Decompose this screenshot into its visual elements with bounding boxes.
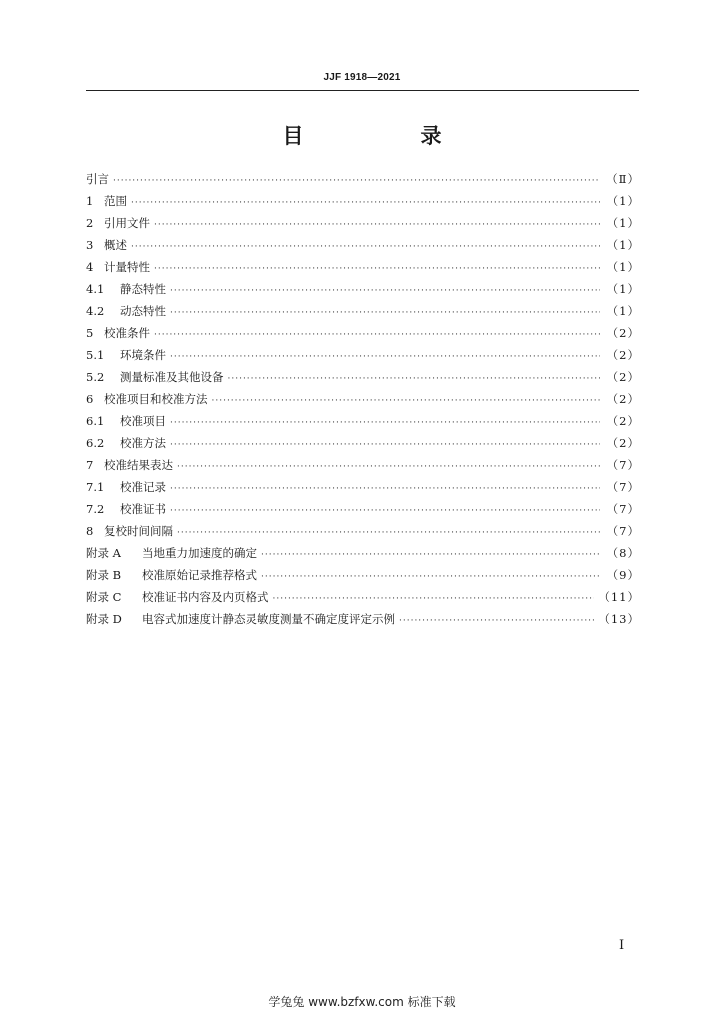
- toc-page: （2）: [606, 436, 640, 450]
- toc-label: 测量标准及其他设备: [120, 370, 224, 384]
- toc-page: （11）: [598, 590, 640, 604]
- page-number: I: [619, 938, 625, 953]
- toc-number: 4.2: [86, 304, 105, 318]
- toc-entry[interactable]: [86, 190, 640, 212]
- toc-leader: [170, 478, 600, 500]
- toc-page: （7）: [606, 480, 640, 494]
- toc-label: 范围: [104, 194, 127, 208]
- toc-label: 引言: [86, 172, 109, 186]
- header-rule: [86, 90, 639, 91]
- toc-label: 校准方法: [120, 436, 166, 450]
- toc-entry[interactable]: [86, 476, 640, 498]
- page-title: 目 录: [282, 124, 490, 148]
- toc-entry-appendix-b[interactable]: [86, 564, 640, 586]
- toc-page: （7）: [606, 524, 640, 538]
- toc-leader: [212, 390, 601, 412]
- toc-leader: [113, 170, 600, 192]
- toc-entry[interactable]: [86, 410, 640, 432]
- table-of-contents: [86, 168, 640, 630]
- toc-page: （Ⅱ）: [606, 172, 640, 186]
- toc-number: 1: [86, 194, 94, 208]
- toc-page: （13）: [598, 612, 640, 626]
- toc-number: 6: [86, 392, 94, 406]
- toc-leader: [170, 412, 600, 434]
- toc-entry[interactable]: [86, 234, 640, 256]
- toc-page: （2）: [606, 326, 640, 340]
- toc-label: 引用文件: [104, 216, 150, 230]
- toc-page: （2）: [606, 370, 640, 384]
- toc-leader: [131, 236, 600, 258]
- toc-leader: [399, 610, 594, 632]
- toc-entry-appendix-c[interactable]: [86, 586, 640, 608]
- toc-leader: [228, 368, 601, 390]
- toc-number: 5.1: [86, 348, 105, 362]
- toc-label: 当地重力加速度的确定: [142, 546, 257, 560]
- toc-entry[interactable]: [86, 454, 640, 476]
- toc-page: （1）: [606, 216, 640, 230]
- toc-number: 5.2: [86, 370, 105, 384]
- toc-page: （7）: [606, 502, 640, 516]
- toc-number: 3: [86, 238, 94, 252]
- toc-leader: [170, 302, 600, 324]
- toc-label: 计量特性: [104, 260, 150, 274]
- document-code-header: JJF 1918—2021: [323, 72, 401, 83]
- toc-label: 校准项目和校准方法: [104, 392, 208, 406]
- toc-entry[interactable]: [86, 300, 640, 322]
- toc-page: （1）: [606, 260, 640, 274]
- toc-label: 校准原始记录推荐格式: [142, 568, 257, 582]
- toc-number: 6.1: [86, 414, 105, 428]
- toc-number: 2: [86, 216, 94, 230]
- toc-page: （1）: [606, 304, 640, 318]
- toc-number: 附录 C: [86, 590, 122, 604]
- toc-entry[interactable]: [86, 498, 640, 520]
- toc-label: 电容式加速度计静态灵敏度测量不确定度评定示例: [142, 612, 395, 626]
- toc-label: 校准证书: [120, 502, 166, 516]
- toc-number: 附录 D: [86, 612, 122, 626]
- toc-page: （2）: [606, 348, 640, 362]
- toc-page: （2）: [606, 414, 640, 428]
- toc-entry[interactable]: [86, 520, 640, 542]
- toc-number: 附录 B: [86, 568, 122, 582]
- toc-number: 8: [86, 524, 94, 538]
- toc-label: 环境条件: [120, 348, 166, 362]
- toc-label: 校准项目: [120, 414, 166, 428]
- toc-number: 7.1: [86, 480, 105, 494]
- toc-leader: [261, 566, 600, 588]
- toc-page: （1）: [606, 238, 640, 252]
- toc-page: （1）: [606, 194, 640, 208]
- toc-leader: [177, 522, 600, 544]
- toc-leader: [170, 346, 600, 368]
- footer-watermark-text: 学兔兔 www.bzfxw.com 标准下载: [268, 995, 456, 1009]
- toc-leader: [154, 214, 600, 236]
- toc-number: 7: [86, 458, 94, 472]
- toc-label: 动态特性: [120, 304, 166, 318]
- toc-page: （1）: [606, 282, 640, 296]
- toc-entry-appendix-a[interactable]: [86, 542, 640, 564]
- toc-leader: [170, 280, 600, 302]
- toc-number: 附录 A: [86, 546, 121, 560]
- toc-number: 4.1: [86, 282, 105, 296]
- toc-number: 5: [86, 326, 94, 340]
- toc-leader: [273, 588, 595, 610]
- toc-label: 校准结果表达: [104, 458, 173, 472]
- toc-label: 静态特性: [120, 282, 166, 296]
- toc-label: 概述: [104, 238, 127, 252]
- toc-page: （7）: [606, 458, 640, 472]
- toc-page: （9）: [606, 568, 640, 582]
- toc-number: 7.2: [86, 502, 105, 516]
- toc-label: 校准证书内容及内页格式: [142, 590, 269, 604]
- toc-entry[interactable]: [86, 278, 640, 300]
- toc-entry[interactable]: [86, 322, 640, 344]
- toc-leader: [170, 434, 600, 456]
- toc-entry[interactable]: [86, 388, 640, 410]
- toc-leader: [177, 456, 600, 478]
- toc-entry[interactable]: [86, 256, 640, 278]
- toc-entry-appendix-d[interactable]: [86, 608, 640, 630]
- toc-leader: [154, 258, 600, 280]
- toc-entry-intro[interactable]: [86, 168, 640, 190]
- toc-entry[interactable]: [86, 344, 640, 366]
- toc-leader: [131, 192, 600, 214]
- toc-leader: [261, 544, 600, 566]
- toc-page: （8）: [606, 546, 640, 560]
- toc-page: （2）: [606, 392, 640, 406]
- toc-entry[interactable]: [86, 432, 640, 454]
- toc-label: 校准记录: [120, 480, 166, 494]
- toc-leader: [154, 324, 600, 346]
- toc-entry[interactable]: [86, 366, 640, 388]
- toc-leader: [170, 500, 600, 522]
- toc-label: 复校时间间隔: [104, 524, 173, 538]
- toc-number: 4: [86, 260, 94, 274]
- toc-entry[interactable]: [86, 212, 640, 234]
- toc-label: 校准条件: [104, 326, 150, 340]
- toc-number: 6.2: [86, 436, 105, 450]
